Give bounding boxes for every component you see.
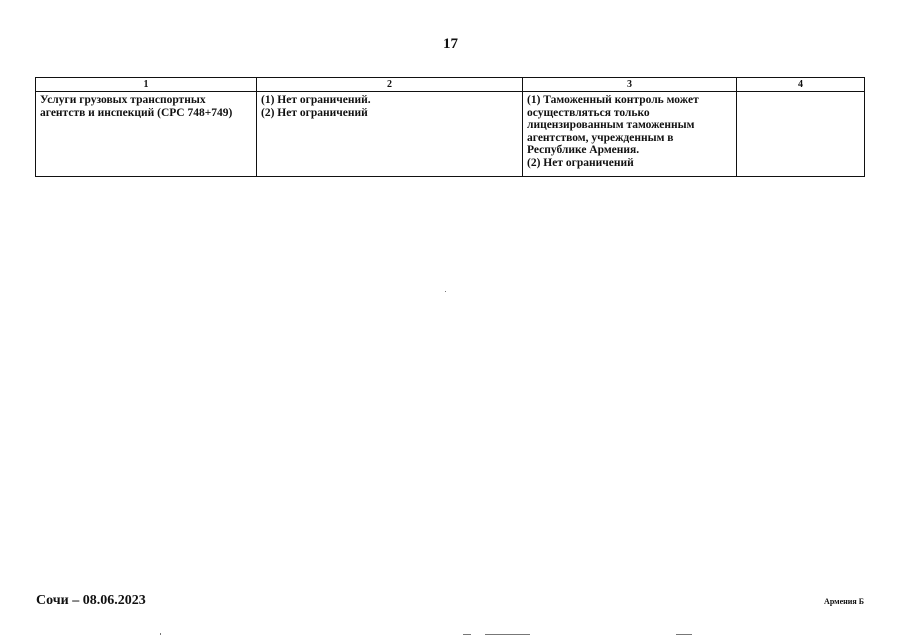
column-header-2: 2 [257, 78, 523, 92]
table-row [36, 92, 865, 177]
page-number: 17 [443, 36, 458, 52]
sector-text: Услуги грузовых транспортных агентств и инспекций (CPC 748+749) [40, 94, 233, 119]
scan-artifact [485, 634, 530, 635]
column-header-1: 1 [36, 78, 257, 92]
scan-artifact [445, 291, 446, 292]
scan-artifact [463, 634, 471, 635]
national-treatment-mode-1: (1) Таможенный контроль может осуществляться только лицензированным таможенным агентством, учрежденным в Республике Армения. [527, 94, 699, 156]
table-header-row [36, 78, 865, 92]
additional-commitments-cell [737, 92, 865, 177]
national-treatment-cell [523, 92, 737, 177]
market-access-cell [257, 92, 523, 177]
national-treatment-mode-2: (2) Нет ограничений [527, 156, 634, 169]
footer-annex-label: Армения Б [824, 597, 864, 606]
market-access-mode-2: (2) Нет ограничений [261, 106, 368, 119]
column-header-3: 3 [523, 78, 737, 92]
scan-artifact [676, 634, 692, 635]
column-header-4: 4 [737, 78, 865, 92]
footer-place-date: Сочи – 08.06.2023 [36, 593, 146, 608]
market-access-mode-1: (1) Нет ограничений. [261, 94, 371, 106]
scan-artifact [160, 633, 161, 635]
sector-cell [36, 92, 257, 177]
commitments-table [35, 77, 865, 177]
